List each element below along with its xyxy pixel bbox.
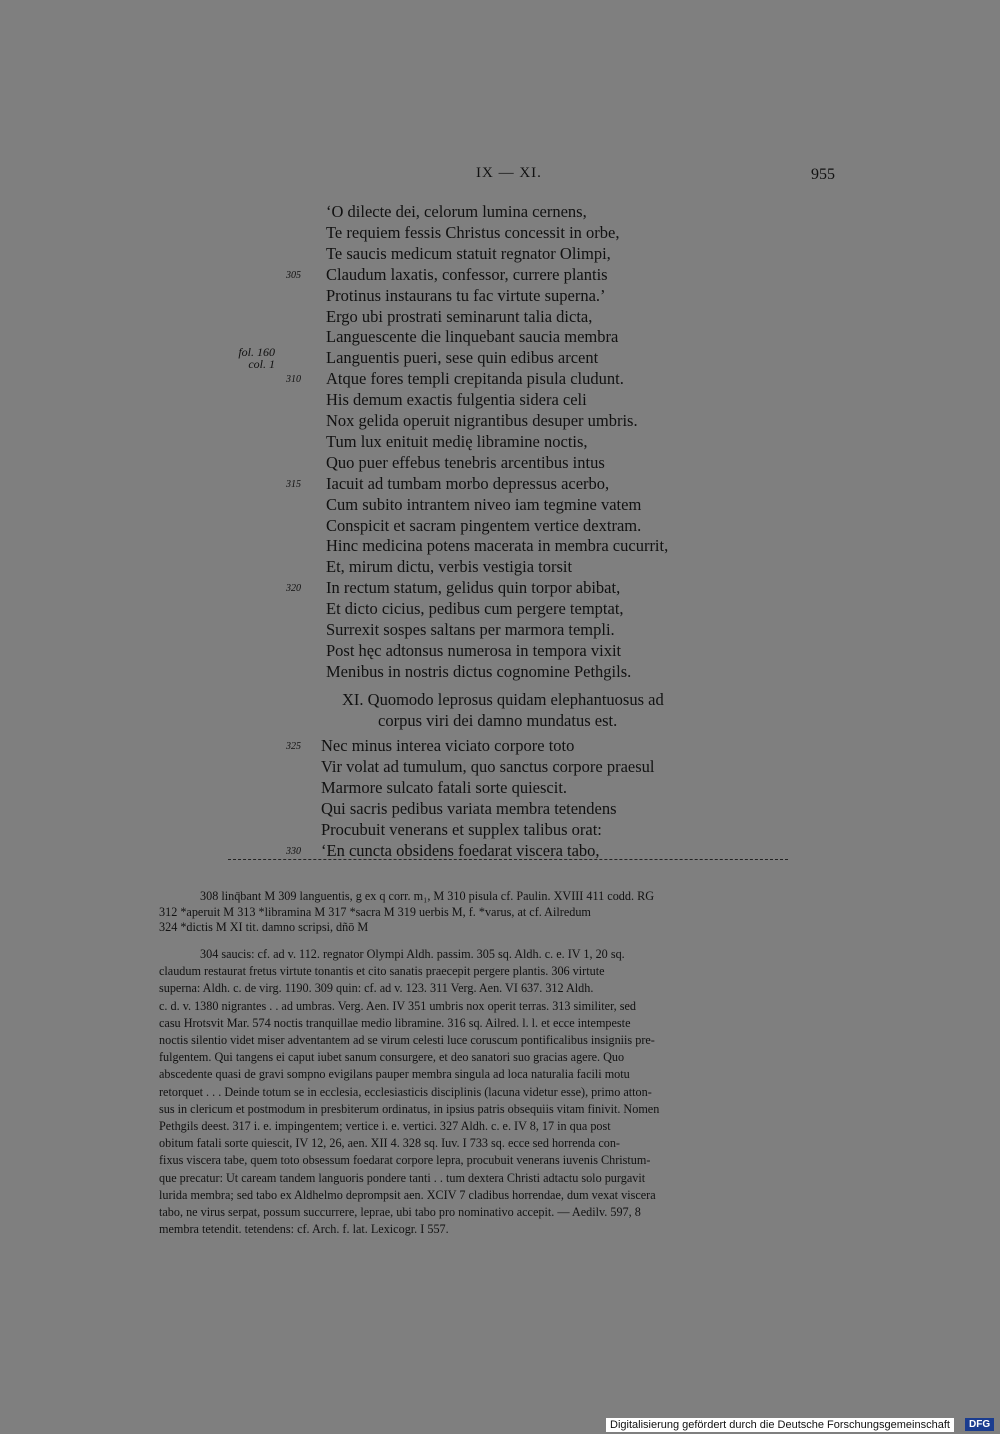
note-line: Pethgils deest. 317 i. e. impingentem; vertice i. e. vertici. 327 Aldh. c. e. IV 8, 17 in qua post (159, 1119, 611, 1133)
verse-line: Marmore sulcato fatali sorte quiescit. (321, 777, 568, 797)
verse-line: Protinus instaurans tu fac virtute superna.’ (326, 285, 606, 305)
page-number: 955 (811, 166, 835, 183)
verse-line: ‘En cuncta obsidens foedarat viscera tabo, (321, 840, 600, 860)
note-line: claudum restaurat fretus virtute tonantis et cito sanatis praecepit pergere plantis. 306 virtute (159, 964, 605, 979)
dfg-logo-icon[interactable]: DFG (965, 1418, 994, 1431)
chapter-heading-line2: corpus viri dei damno mundatus est. (378, 711, 618, 730)
verse-line: Iacuit ad tumbam morbo depressus acerbo, (326, 473, 610, 493)
verse-line: Cum subito intrantem niveo iam tegmine vatem (326, 494, 642, 514)
note-line: abscedente quasi de gravi sompno evigilans pauper membra singula ad loca naturalia facili motu (159, 1067, 630, 1082)
verse-line: Menibus in nostris dictus cognomine Pethgils. (326, 661, 632, 681)
note-line: c. d. v. 1380 nigrantes . . ad umbras. Verg. Aen. IV 351 umbris nox operit terras. 313 similiter, sed (159, 998, 637, 1013)
verse-line: Nec minus interea viciato corpore toto (321, 736, 575, 755)
note-line: noctis silentio videt miser adventantem ad se virum celesti luce coruscum pontificalibus insigniis pre- (159, 1033, 655, 1047)
note-line: sus in clericum et postmodum in presbiterum ordinatus, in ipsius patris obsequiis vitam finivit. Nomen (159, 1101, 660, 1116)
note-line: fixus viscera tabe, quem toto obsessum foedarat corpore lepra, procubuit venerans iuvenis Christum- (159, 1153, 651, 1168)
footer-banner[interactable]: Digitalisierung gefördert durch die Deutsche Forschungsgemeinschaft (606, 1418, 954, 1432)
apparatus-line: 324 *dictis M XI tit. damno scripsi, dñō M (159, 920, 369, 934)
verse-line: Te saucis medicum statuit regnator Olimpi, (326, 243, 611, 263)
note-line: tabo, ne virus serpat, possum succurrere, leprae, ubi tabo pro nominativo accepit. — Aedilv. 597, 8 (159, 1205, 641, 1219)
note-line: membra tetendit. tetendens: cf. Arch. f. lat. Lexicogr. I 557. (159, 1222, 449, 1237)
verse-line: Et dicto cicius, pedibus cum pergere temptat, (326, 599, 624, 619)
verse-line: In rectum statum, gelidus quin torpor abibat, (326, 578, 621, 598)
line-number: 315 (286, 478, 301, 490)
line-number: 320 (286, 583, 301, 595)
verse-line: Procubuit venerans et supplex talibus orat: (321, 819, 602, 839)
running-head: IX — XI. (476, 165, 542, 181)
line-number: 310 (286, 374, 301, 386)
verse-line: ‘O dilecte dei, celorum lumina cernens, (326, 202, 587, 221)
verse-line: Atque fores templi crepitanda pisula cludunt. (326, 369, 624, 389)
verse-line: Ergo ubi prostrati seminarunt talia dicta, (326, 306, 593, 326)
note-line: que precatur: Ut caream tandem languoris pondere tanti . . tum dextera Christi adtactu solo purgavit (159, 1170, 646, 1185)
verse-line: Te requiem fessis Christus concessit in orbe, (326, 222, 620, 242)
margin-fol: fol. 160 (238, 345, 275, 359)
verse-line: Post hęc adtonsus numerosa in tempora vixit (326, 640, 622, 660)
verse-line: Tum lux enituit medię libramine noctis, (326, 431, 588, 451)
verse-line: Quo puer effebus tenebris arcentibus intus (326, 452, 605, 472)
line-number: 330 (286, 845, 301, 857)
line-number: 325 (286, 741, 301, 752)
note-line: fulgentem. Qui tangens ei caput iubet sanum consurgere, et deo sanatori suo gracias agere. Quo (159, 1050, 625, 1065)
apparatus-line: 312 *aperuit M 313 *libramina M 317 *sacra M 319 uerbis M, f. *varus, at cf. Ailredum (159, 904, 591, 919)
apparatus-line: 308 linq̄bant M 309 languentis, g ex q corr. m₁, M 310 pisula cf. Paulin. XVIII 411 codd. RG (200, 889, 655, 903)
margin-folio-note (229, 346, 275, 370)
note-line: casu Hrotsvit Mar. 574 noctis tranquillae medio libramine. 316 sq. Ailred. l. l. et ecce intempeste (159, 1015, 631, 1030)
line-number: 305 (286, 269, 301, 281)
verse-line: Nox gelida operuit nigrantibus desuper umbris. (326, 411, 638, 430)
verse-line: Conspicit et sacram pingentem vertice dextram. (326, 515, 642, 535)
verse-line: Et, mirum dictu, verbis vestigia torsit (326, 557, 573, 577)
verse-line: Languescente die linquebant saucia membra (326, 327, 619, 347)
verse-line: Surrexit sospes saltans per marmora templi. (326, 620, 615, 639)
note-line: 304 saucis: cf. ad v. 112. regnator Olympi Aldh. passim. 305 sq. Aldh. c. e. IV 1, 20 sq. (200, 947, 625, 961)
verse-line: His demum exactis fulgentia sidera celi (326, 390, 587, 410)
margin-col: col. 1 (248, 357, 275, 371)
note-line: lurida membra; sed tabo ex Aldhelmo deprompsit aen. XCIV 7 cladibus horrendae, dum vexat viscera (159, 1187, 656, 1202)
verse-line: Vir volat ad tumulum, quo sanctus corpore praesul (321, 756, 655, 776)
note-line: superna: Aldh. c. de virg. 1190. 309 quin: cf. ad v. 123. 311 Verg. Aen. VI 637. 312 Aldh. (159, 981, 594, 996)
footnote-rule (228, 859, 788, 860)
chapter-heading-line1: XI. Quomodo leprosus quidam elephantuosus ad (342, 690, 664, 709)
verse-line: Languentis pueri, sese quin edibus arcent (326, 348, 599, 368)
verse-line: Claudum laxatis, confessor, currere plantis (326, 264, 608, 284)
verse-line: Hinc medicina potens macerata in membra cucurrit, (326, 536, 669, 556)
note-line: retorquet . . . Deinde totum se in ecclesia, ecclesiasticis disciplinis (lacuna videtur esse), primo atton- (159, 1084, 652, 1099)
note-line: obitum fatali sorte quiescit, IV 12, 26, aen. XII 4. 328 sq. Iuv. I 733 sq. ecce sed horrenda con- (159, 1136, 620, 1151)
verse-line: Qui sacris pedibus variata membra tetendens (321, 798, 617, 818)
